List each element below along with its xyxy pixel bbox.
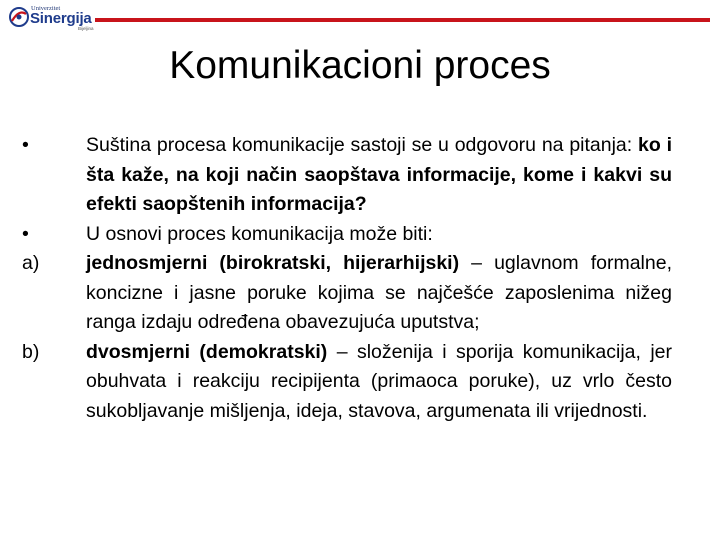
list-marker: b) xyxy=(22,340,40,363)
list-item-text xyxy=(86,338,672,427)
slide-body xyxy=(20,131,672,426)
list-marker: a) xyxy=(22,252,40,274)
item-text-normal: U osnovi proces komunikacija može biti: xyxy=(86,222,433,245)
list-item-text xyxy=(86,249,672,338)
list-marker: • xyxy=(22,222,29,245)
list-item-text xyxy=(86,220,672,250)
university-logo xyxy=(8,5,92,31)
item-text-bold: dvosmjerni (demokratski) xyxy=(86,340,328,363)
list-marker: • xyxy=(22,134,29,156)
logo-city: Bijeljina xyxy=(78,26,94,31)
slide-title: Komunikacioni proces xyxy=(169,44,551,87)
item-text-normal: Suština procesa komunikacije sastoji se u odgovoru na pitanja: xyxy=(86,134,639,156)
list-item xyxy=(20,131,672,220)
logo-name: Sinergija xyxy=(30,10,92,27)
list-item xyxy=(20,220,672,250)
list-item xyxy=(20,249,672,338)
header-divider xyxy=(95,18,710,22)
list-item xyxy=(20,338,672,427)
item-text-normal-tail: – složenija i sporija komunikacija, jer obuhvata i reakciju recipijenta (primaoca poruke), uz vrlo često sukobljavanje mišljenja, ideja, stavova, argumenata ili vrijednosti. xyxy=(86,340,672,422)
list-item-text xyxy=(86,131,672,220)
item-text-bold: ko i šta kaže, na koji način saopštava informacije, kome i kakvi su efekti saopštenih informacija? xyxy=(86,134,672,215)
logo-top-text: Univerzitet xyxy=(31,5,61,12)
item-text-bold: jednosmjerni (birokratski, hijerarhijski) xyxy=(86,252,460,274)
logo-emblem-icon xyxy=(8,5,30,29)
item-text-normal-tail: – uglavnom formalne, koncizne i jasne poruke kojima se najčešće zaposlenima nižeg ranga izdaju određena obavezujuća uputstva; xyxy=(86,252,672,333)
